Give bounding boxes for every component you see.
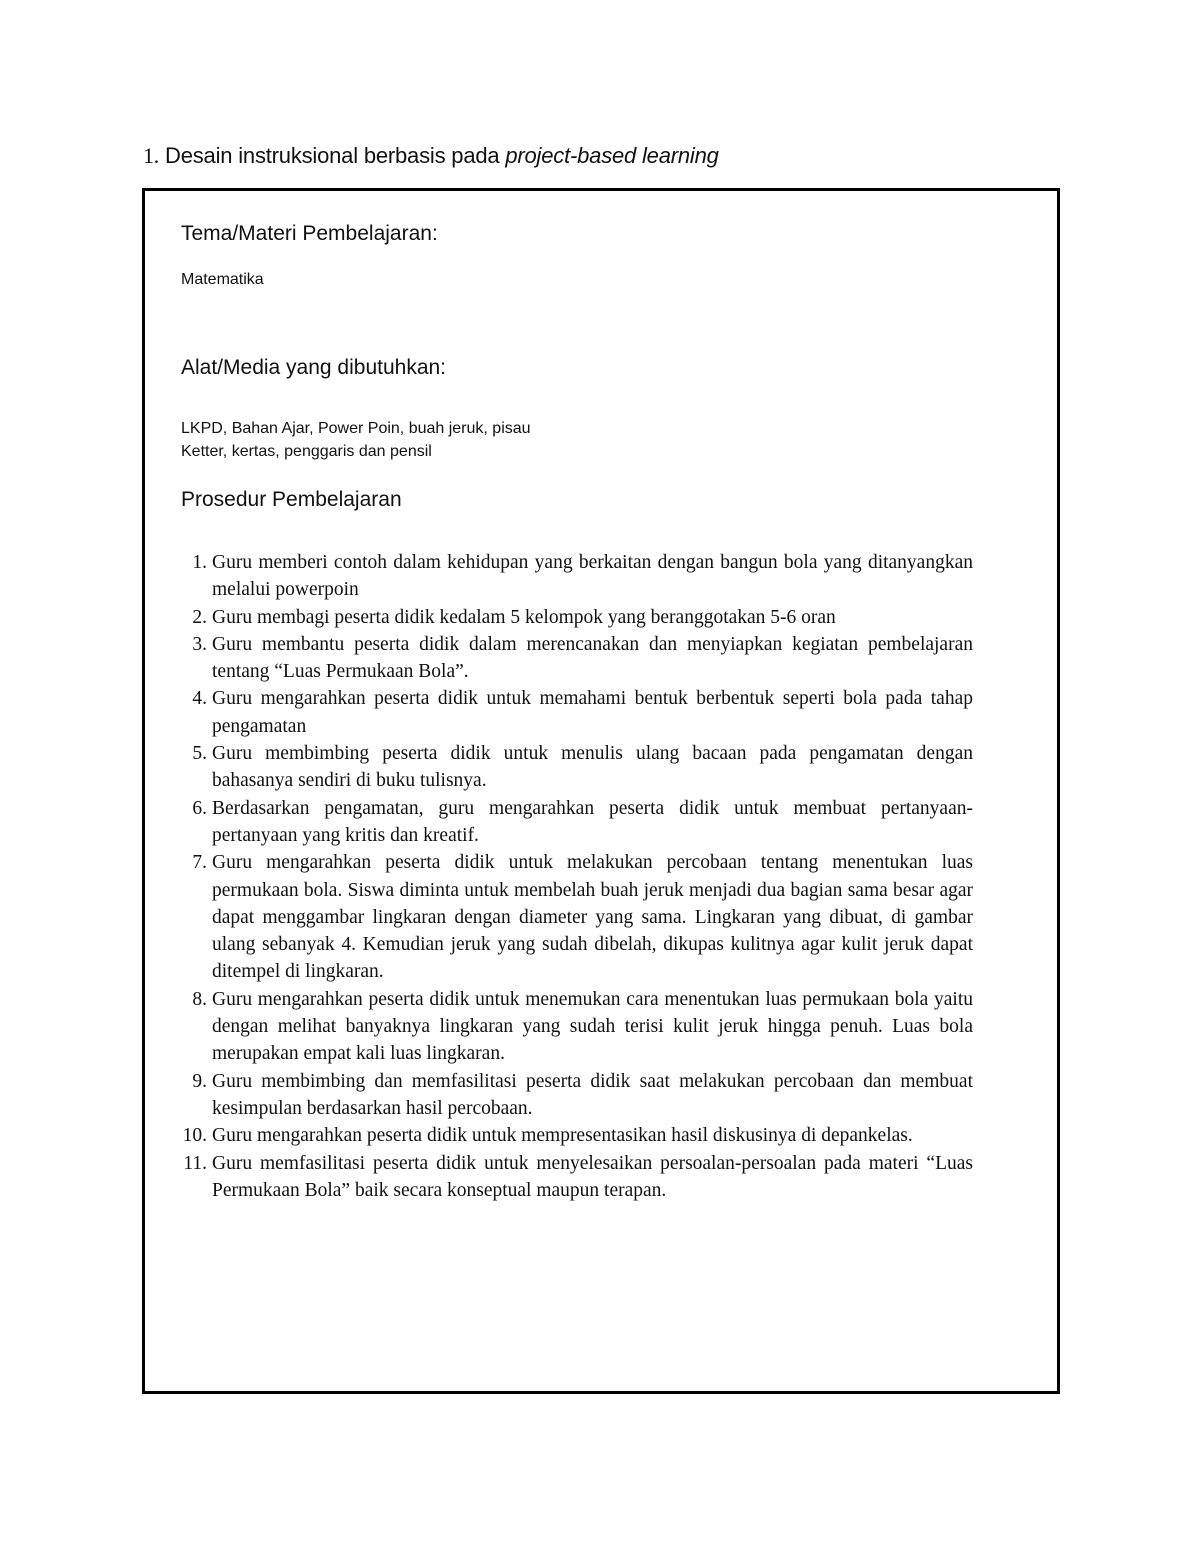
tema-title: Tema/Materi Pembelajaran: <box>181 222 438 245</box>
step-text: Guru memfasilitasi peserta didik untuk menyelesaikan persoalan-persoalan pada materi “Luas Permukaan Bola” baik secara konseptual maupun terapan. <box>212 1152 973 1201</box>
step-number: 5. <box>192 743 207 765</box>
procedure-step <box>167 549 973 604</box>
procedure-step <box>167 685 973 740</box>
step-text: Guru mengarahkan peserta didik untuk menemukan cara menentukan luas permukaan bola yaitu dengan melihat banyaknya lingkaran yang sudah terisi kulit jeruk hingga penuh. Luas bola merupakan empat kali luas lingkaran. <box>212 988 973 1065</box>
procedure-step <box>167 604 973 631</box>
lesson-plan-box <box>142 188 1060 1394</box>
step-number: 11. <box>183 1152 207 1174</box>
step-text: Guru mengarahkan peserta didik untuk mempresentasikan hasil diskusinya di depankelas. <box>212 1125 913 1147</box>
procedure-step <box>167 1068 973 1123</box>
step-text: Guru mengarahkan peserta didik untuk memahami bentuk berbentuk seperti bola pada tahap pengamatan <box>212 688 973 737</box>
step-number: 9. <box>192 1070 207 1092</box>
step-text: Berdasarkan pengamatan, guru mengarahkan peserta didik untuk membuat pertanyaan- pertanyaan yang kritis dan kreatif. <box>212 797 973 846</box>
procedure-step <box>167 849 973 985</box>
step-number: 7. <box>192 852 207 874</box>
step-text: Guru mengarahkan peserta didik untuk melakukan percobaan tentang menentukan luas permukaan bola. Siswa diminta untuk membelah buah jeruk menjadi dua bagian sama besar agar dapat menggambar lingkaran dengan diameter yang sama. Lingkaran yang dibuat, di gambar ulang sebanyak 4. Kemudian jeruk yang sudah dibelah, dikupas kulitnya agar kulit jeruk dapat ditempel di lingkaran. <box>212 852 973 983</box>
step-text: Guru membagi peserta didik kedalam 5 kelompok yang beranggotakan 5-6 oran <box>212 606 836 628</box>
tema-value: Matematika <box>181 271 264 288</box>
procedure-step <box>167 631 973 686</box>
procedure-step <box>167 740 973 795</box>
document-heading <box>143 143 719 169</box>
heading-number: 1. <box>143 143 160 168</box>
heading-emphasis: project-based learning <box>505 143 719 168</box>
procedure-step <box>167 986 973 1068</box>
heading-text: Desain instruksional berbasis pada <box>165 143 500 168</box>
step-text: Guru membimbing dan memfasilitasi peserta didik saat melakukan percobaan dan membuat kesimpulan berdasarkan hasil percobaan. <box>212 1070 973 1119</box>
step-text: Guru memberi contoh dalam kehidupan yang berkaitan dengan bangun bola yang ditanyangkan melalui powerpoin <box>212 552 973 601</box>
media-title: Alat/Media yang dibutuhkan: <box>181 356 447 379</box>
media-line: LKPD, Bahan Ajar, Power Poin, buah jeruk, pisau <box>181 420 531 437</box>
step-text: Guru membimbing peserta didik untuk menulis ulang bacaan pada pengamatan dengan bahasanya sendiri di buku tulisnya. <box>212 743 973 792</box>
procedure-step <box>167 795 973 850</box>
step-number: 10. <box>182 1125 207 1147</box>
step-number: 3. <box>192 633 207 655</box>
step-number: 8. <box>192 988 207 1010</box>
procedure-step <box>167 1122 973 1149</box>
media-list <box>181 417 531 463</box>
step-text: Guru membantu peserta didik dalam merencanakan dan menyiapkan kegiatan pembelajaran tentang “Luas Permukaan Bola”. <box>212 633 973 683</box>
step-number: 2. <box>192 606 207 628</box>
step-number: 6. <box>192 797 207 819</box>
media-line: Ketter, kertas, penggaris dan pensil <box>181 443 432 460</box>
procedure-list <box>167 549 973 1204</box>
procedure-step <box>167 1150 973 1205</box>
step-number: 1. <box>192 552 207 573</box>
step-number: 4. <box>192 688 207 710</box>
prosedur-title: Prosedur Pembelajaran <box>181 488 402 511</box>
